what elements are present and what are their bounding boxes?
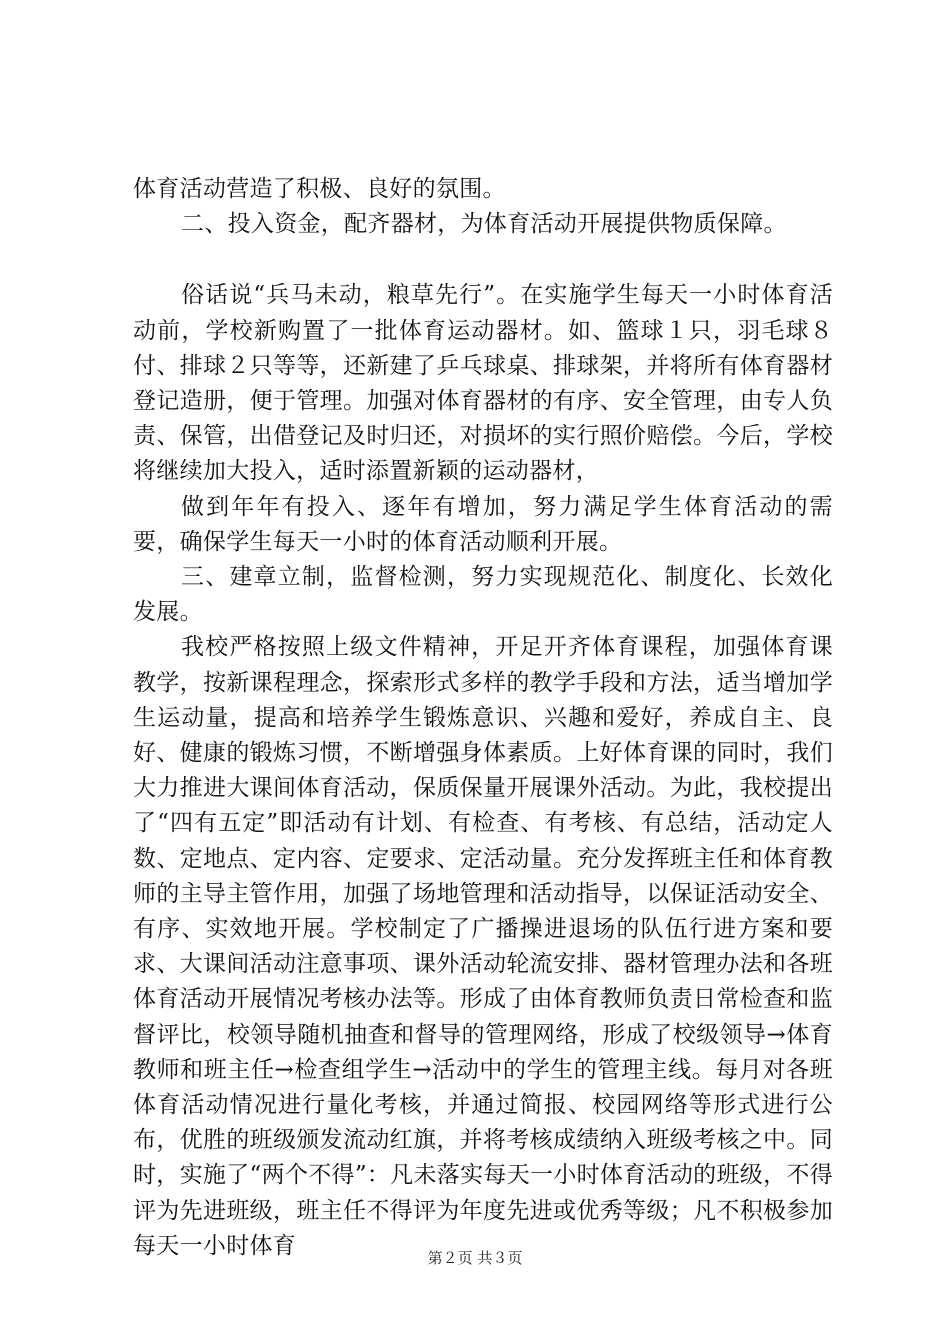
- paragraph-equipment: 俗话说“兵马未动，粮草先行”。在实施学生每天一小时体育活动前，学校新购置了一批体育运动器材。如、篮球１只，羽毛球８付、排球２只等等，还新建了乒乓球桌、排球架，并将所有体育器材登记造册，便于管理。加强对体育器材的有序、安全管理，由专人负责、保管，出借登记及时归还，对损坏的实行照价赔偿。今后，学校将继续加大投入，适时添置新颖的运动器材，: [133, 282, 833, 485]
- page-footer: 第２页 共３页: [427, 1249, 523, 1267]
- paragraph-continuation: 体育活动营造了积极、良好的氛围。: [133, 176, 506, 202]
- paragraph-investment: 做到年年有投入、逐年有增加，努力满足学生体育活动的需要，确保学生每天一小时的体育活动顺利开展。: [133, 493, 833, 555]
- section-heading-3: 三、建章立制，监督检测，努力实现规范化、制度化、长效化发展。: [133, 564, 833, 626]
- paragraph-management: 我校严格按照上级文件精神，开足开齐体育课程，加强体育课教学，按新课程理念，探索形式多样的教学手段和方法，适当增加学生运动量，提高和培养学生锻炼意识、兴趣和爱好，养成自主、良好、健康的锻炼习惯，不断增强身体素质。上好体育课的同时，我们大力推进大课间体育活动，保质保量开展课外活动。为此，我校提出了“四有五定”即活动有计划、有检查、有考核、有总结，活动定人数、定地点、定内容、定要求、定活动量。充分发挥班主任和体育教师的主导主管作用，加强了场地管理和活动指导，以保证活动安全、有序、实效地开展。学校制定了广播操进退场的队伍行进方案和要求、大课间活动注意事项、课外活动轮流安排、器材管理办法和各班体育活动开展情况考核办法等。形成了由体育教师负责日常检查和监督评比，校领导随机抽查和督导的管理网络，形成了校级领导→体育教师和班主任→检查组学生→活动中的学生的管理主线。每月对各班体育活动情况进行量化考核，并通过简报、校园网络等形式进行公布，优胜的班级颁发流动红旗，并将考核成绩纳入班级考核之中。同时，实施了“两个不得”：凡未落实每天一小时体育活动的班级，不得评为先进班级，班主任不得评为年度先进或优秀等级；凡不积极参加每天一小时体育: [133, 634, 833, 1259]
- document-body: [133, 172, 833, 1264]
- section-heading-2: 二、投入资金，配齐器材，为体育活动开展提供物质保障。: [181, 211, 787, 238]
